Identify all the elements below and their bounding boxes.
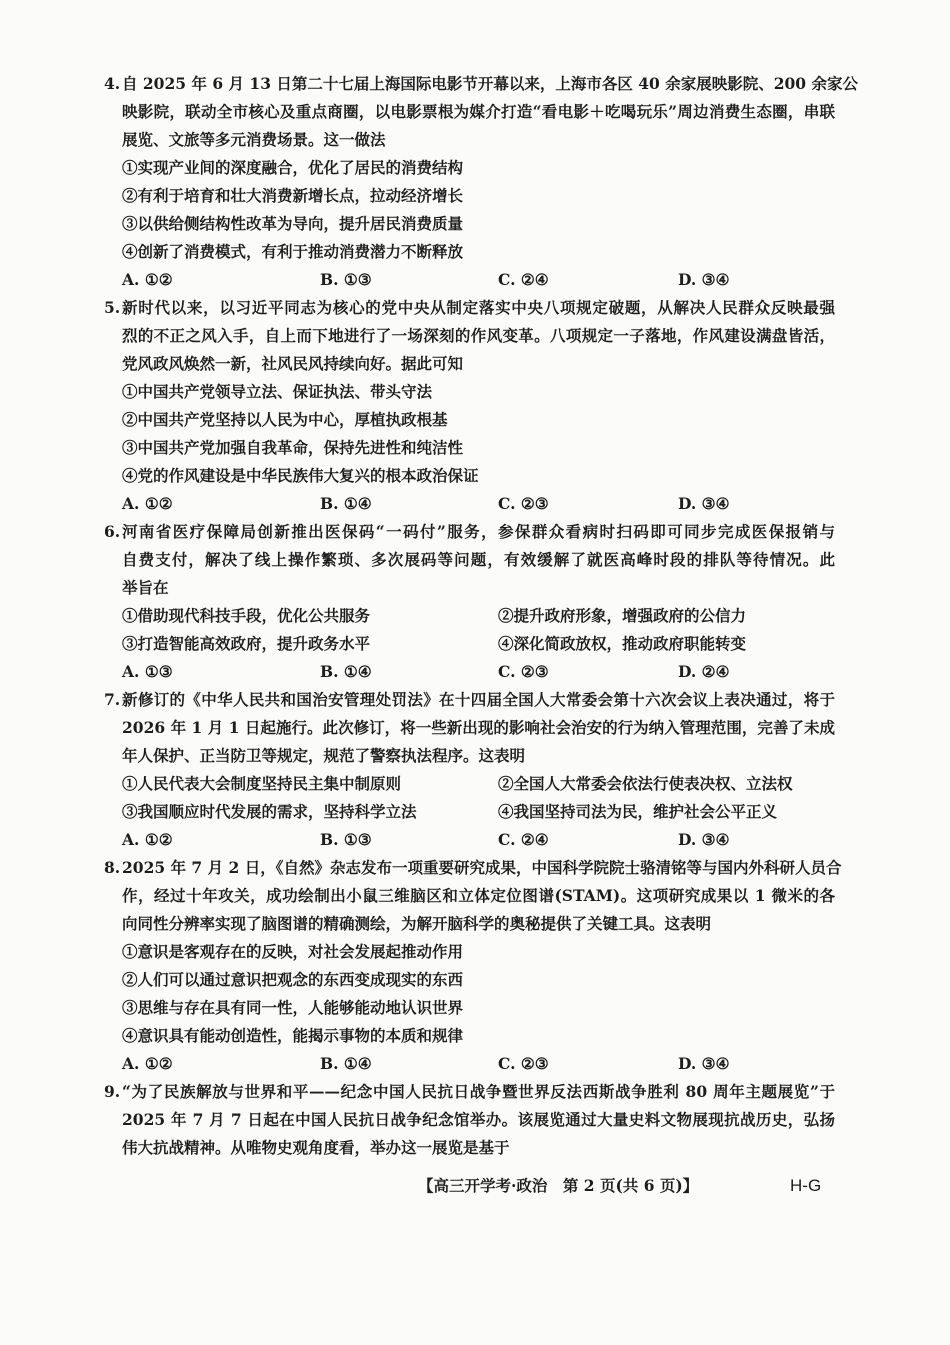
stem-text: 2026 年 1 月 1 日起施行。此次修订，将一些新出现的影响社会治安的行为纳入管理范围，完善了未成 [122, 718, 835, 737]
statement: ④我国坚持司法为民，维护社会公平正义 [498, 802, 778, 821]
answer-choice-B[interactable]: B. ①③ [320, 270, 372, 289]
stem-text: 新时代以来，以习近平同志为核心的党中央从制定落实中央八项规定破题，从解决人民群众反映最强 [122, 298, 835, 317]
stem-text: 向同性分辨率实现了脑图谱的精确测绘，为解开脑科学的奥秘提供了关键工具。这表明 [122, 914, 712, 933]
answer-choice-C[interactable]: C. ②③ [498, 494, 549, 513]
stem-line [0, 574, 950, 602]
question-number: 4. [104, 74, 121, 93]
statement-row [0, 770, 950, 798]
question-number: 8. [104, 858, 121, 877]
statement-row [0, 378, 950, 406]
answer-choice-A[interactable]: A. ①② [122, 1054, 173, 1073]
question-8 [0, 854, 950, 1078]
statement-row [0, 406, 950, 434]
statement-row [0, 182, 950, 210]
answer-choice-A[interactable]: A. ①② [122, 830, 173, 849]
statement-row [0, 1022, 950, 1050]
statement: ①人民代表大会制度坚持民主集中制原则 [122, 774, 402, 793]
stem-line [0, 882, 950, 910]
statement: ④意识具有能动创造性，能揭示事物的本质和规律 [122, 1026, 464, 1045]
statement: ③中国共产党加强自我革命，保持先进性和纯洁性 [122, 438, 464, 457]
statement: ②有利于培育和壮大消费新增长点，拉动经济增长 [122, 186, 464, 205]
stem-line [0, 686, 950, 714]
statement-row [0, 238, 950, 266]
answer-choices [0, 826, 950, 854]
statement-row [0, 966, 950, 994]
statement-row [0, 602, 950, 630]
stem-text: 自费支付，解决了线上操作繁琐、多次展码等问题，有效缓解了就医高峰时段的排队等待情况。此 [122, 550, 835, 569]
stem-text: 河南省医疗保障局创新推出医保码“一码付”服务，参保群众看病时扫码即可同步完成医保报销与 [122, 522, 835, 541]
answer-choice-C[interactable]: C. ②③ [498, 662, 549, 681]
statement: ④党的作风建设是中华民族伟大复兴的根本政治保证 [122, 466, 479, 485]
stem-text: 年人保护、正当防卫等规定，规范了警察执法程序。这表明 [122, 746, 526, 765]
stem-text: 举旨在 [122, 578, 169, 597]
answer-choices [0, 1050, 950, 1078]
answer-choice-A[interactable]: A. ①② [122, 494, 173, 513]
stem-line [0, 70, 950, 98]
stem-text: 烈的不正之风入手，自上而下地进行了一场深刻的作风变革。八项规定一子落地，作风建设满盘皆活， [122, 326, 835, 345]
answer-choices [0, 658, 950, 686]
footer-page-info: 【高三开学考·政治 第 2 页(共 6 页)】 [418, 1176, 699, 1195]
statement: ①意识是客观存在的反映，对社会发展起推动作用 [122, 942, 464, 961]
answer-choice-B[interactable]: B. ①③ [320, 830, 372, 849]
statement-row [0, 630, 950, 658]
question-9 [0, 1078, 950, 1162]
statement: ②提升政府形象，增强政府的公信力 [498, 606, 747, 625]
stem-text: 2025 年 7 月 2 日，《自然》杂志发布一项重要研究成果，中国科学院院士骆清铭等与国内外科研人员合 [122, 858, 842, 877]
stem-line [0, 546, 950, 574]
answer-choice-B[interactable]: B. ①④ [320, 662, 372, 681]
stem-text: 展览、文旅等多元消费场景。这一做法 [122, 130, 386, 149]
stem-line [0, 518, 950, 546]
answer-choice-D[interactable]: D. ③④ [678, 830, 730, 849]
statement: ②中国共产党坚持以人民为中心，厚植执政根基 [122, 410, 448, 429]
answer-choice-B[interactable]: B. ①④ [320, 1054, 372, 1073]
stem-line [0, 1106, 950, 1134]
answer-choice-D[interactable]: D. ③④ [678, 1054, 730, 1073]
answer-choice-A[interactable]: A. ①② [122, 270, 173, 289]
statement: ③我国顺应时代发展的需求，坚持科学立法 [122, 802, 417, 821]
statement-row [0, 994, 950, 1022]
answer-choices [0, 266, 950, 294]
statement: ③思维与存在具有同一性，人能够能动地认识世界 [122, 998, 464, 1017]
answer-choice-D[interactable]: D. ②④ [678, 662, 730, 681]
stem-text: 作，经过十年攻关，成功绘制出小鼠三维脑区和立体定位图谱(STAM)。这项研究成果以 1 微米的各 [122, 886, 835, 905]
statement-row [0, 798, 950, 826]
question-6 [0, 518, 950, 686]
statement: ④深化简政放权，推动政府职能转变 [498, 634, 747, 653]
statement-row [0, 462, 950, 490]
stem-line [0, 910, 950, 938]
answer-choice-C[interactable]: C. ②④ [498, 830, 549, 849]
stem-line [0, 98, 950, 126]
answer-choice-C[interactable]: C. ②③ [498, 1054, 549, 1073]
statement: ③以供给侧结构性改革为导向，提升居民消费质量 [122, 214, 464, 233]
question-number: 7. [104, 690, 121, 709]
statement: ②人们可以通过意识把观念的东西变成现实的东西 [122, 970, 464, 989]
statement: ①中国共产党领导立法、保证执法、带头守法 [122, 382, 433, 401]
statement: ①借助现代科技手段，优化公共服务 [122, 606, 371, 625]
statement: ③打造智能高效政府，提升政务水平 [122, 634, 371, 653]
question-4 [0, 70, 950, 294]
answer-choice-B[interactable]: B. ①④ [320, 494, 372, 513]
question-number: 9. [104, 1082, 121, 1101]
page-footer [0, 1172, 950, 1200]
stem-line [0, 1078, 950, 1106]
footer-paper-code: H-G [790, 1176, 822, 1195]
stem-text: 自 2025 年 6 月 13 日第二十七届上海国际电影节开幕以来，上海市各区 40 余家展映影院、200 余家公 [122, 74, 858, 93]
statement: ①实现产业间的深度融合，优化了居民的消费结构 [122, 158, 464, 177]
stem-line [0, 350, 950, 378]
stem-line [0, 126, 950, 154]
question-number: 6. [104, 522, 121, 541]
statement-row [0, 434, 950, 462]
question-number: 5. [104, 298, 121, 317]
statement-row [0, 154, 950, 182]
stem-line [0, 1134, 950, 1162]
stem-text: 新修订的《中华人民共和国治安管理处罚法》在十四届全国人大常委会第十六次会议上表决通过，将于 [122, 690, 835, 709]
answer-choices [0, 490, 950, 518]
answer-choice-D[interactable]: D. ③④ [678, 270, 730, 289]
stem-line [0, 742, 950, 770]
stem-line [0, 322, 950, 350]
stem-line [0, 854, 950, 882]
statement: ②全国人大常委会依法行使表决权、立法权 [498, 774, 793, 793]
answer-choice-C[interactable]: C. ②④ [498, 270, 549, 289]
stem-line [0, 294, 950, 322]
stem-text: 2025 年 7 月 7 日起在中国人民抗日战争纪念馆举办。该展览通过大量史料文物展现抗战历史，弘扬 [122, 1110, 835, 1129]
answer-choice-D[interactable]: D. ③④ [678, 494, 730, 513]
stem-text: 映影院，联动全市核心及重点商圈，以电影票根为媒介打造“看电影＋吃喝玩乐”周边消费生态圈，串联 [122, 102, 835, 121]
stem-line [0, 714, 950, 742]
stem-text: 党风政风焕然一新，社风民风持续向好。据此可知 [122, 354, 464, 373]
exam-page [0, 70, 950, 1162]
statement-row [0, 938, 950, 966]
question-7 [0, 686, 950, 854]
statement-row [0, 210, 950, 238]
statement: ④创新了消费模式，有利于推动消费潜力不断释放 [122, 242, 464, 261]
answer-choice-A[interactable]: A. ①③ [122, 662, 173, 681]
stem-text: 伟大抗战精神。从唯物史观角度看，举办这一展览是基于 [122, 1138, 510, 1157]
stem-text: “为了民族解放与世界和平——纪念中国人民抗日战争暨世界反法西斯战争胜利 80 周年主题展览”于 [122, 1082, 835, 1101]
question-5 [0, 294, 950, 518]
